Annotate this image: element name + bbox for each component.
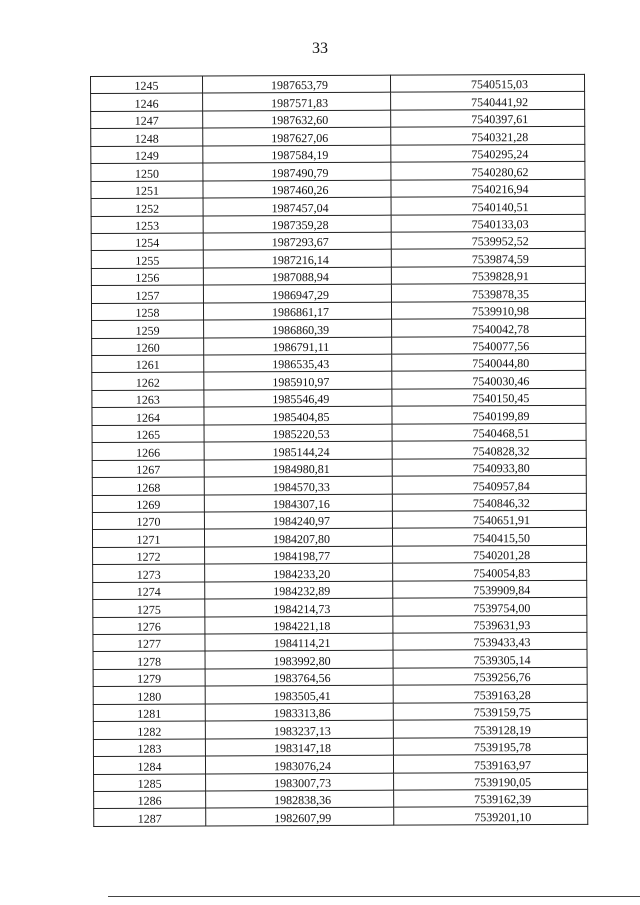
x-coordinate-cell: 1984207,80 bbox=[204, 529, 392, 547]
x-coordinate-cell: 1987293,67 bbox=[203, 232, 391, 250]
y-coordinate-cell: 7540216,94 bbox=[391, 179, 585, 197]
table-row bbox=[92, 371, 586, 391]
table-row bbox=[91, 266, 585, 286]
x-coordinate-cell: 1984214,73 bbox=[205, 598, 393, 616]
x-coordinate-cell: 1984240,97 bbox=[204, 511, 392, 529]
point-number-cell: 1262 bbox=[92, 372, 204, 390]
table-body bbox=[91, 74, 588, 826]
table-row bbox=[92, 510, 586, 530]
table-row bbox=[91, 74, 585, 94]
bottom-rule bbox=[108, 896, 640, 897]
table-row bbox=[93, 632, 587, 652]
point-number-cell: 1261 bbox=[92, 355, 204, 373]
y-coordinate-cell: 7540199,89 bbox=[392, 406, 586, 424]
y-coordinate-cell: 7540133,03 bbox=[391, 214, 585, 232]
table-row bbox=[91, 144, 585, 164]
y-coordinate-cell: 7540201,28 bbox=[393, 545, 587, 563]
y-coordinate-cell: 7540150,45 bbox=[392, 388, 586, 406]
y-coordinate-cell: 7540441,92 bbox=[391, 92, 585, 110]
x-coordinate-cell: 1986947,29 bbox=[203, 284, 391, 302]
table-row bbox=[91, 231, 585, 251]
point-number-cell: 1282 bbox=[93, 721, 205, 739]
point-number-cell: 1259 bbox=[92, 320, 204, 338]
point-number-cell: 1274 bbox=[93, 582, 205, 600]
table-row bbox=[92, 441, 586, 461]
y-coordinate-cell: 7540651,91 bbox=[392, 510, 586, 528]
x-coordinate-cell: 1986860,39 bbox=[204, 319, 392, 337]
y-coordinate-cell: 7540846,32 bbox=[392, 493, 586, 511]
y-coordinate-cell: 7539952,52 bbox=[391, 231, 585, 249]
point-number-cell: 1286 bbox=[94, 791, 206, 809]
x-coordinate-cell: 1985220,53 bbox=[204, 424, 392, 442]
point-number-cell: 1271 bbox=[92, 529, 204, 547]
x-coordinate-cell: 1984232,89 bbox=[205, 581, 393, 599]
table-row bbox=[94, 772, 588, 792]
table-row bbox=[93, 580, 587, 600]
point-number-cell: 1278 bbox=[93, 651, 205, 669]
table-row bbox=[92, 388, 586, 408]
x-coordinate-cell: 1987490,79 bbox=[203, 162, 391, 180]
y-coordinate-cell: 7539305,14 bbox=[393, 650, 587, 668]
table-row bbox=[92, 336, 586, 356]
y-coordinate-cell: 7540140,51 bbox=[391, 196, 585, 214]
y-coordinate-cell: 7539190,05 bbox=[394, 772, 588, 790]
table-row bbox=[93, 563, 587, 583]
y-coordinate-cell: 7540933,80 bbox=[392, 458, 586, 476]
point-number-cell: 1269 bbox=[92, 495, 204, 513]
x-coordinate-cell: 1983147,18 bbox=[205, 738, 393, 756]
point-number-cell: 1249 bbox=[91, 146, 203, 164]
point-number-cell: 1245 bbox=[91, 76, 203, 94]
table-row bbox=[93, 737, 587, 757]
point-number-cell: 1246 bbox=[91, 93, 203, 111]
x-coordinate-cell: 1987359,28 bbox=[203, 215, 391, 233]
x-coordinate-cell: 1987653,79 bbox=[203, 75, 391, 93]
table-row bbox=[93, 685, 587, 705]
y-coordinate-cell: 7540280,62 bbox=[391, 162, 585, 180]
x-coordinate-cell: 1984233,20 bbox=[205, 563, 393, 581]
table-row bbox=[93, 597, 587, 617]
y-coordinate-cell: 7539159,75 bbox=[393, 702, 587, 720]
x-coordinate-cell: 1984307,16 bbox=[204, 494, 392, 512]
x-coordinate-cell: 1985144,24 bbox=[204, 441, 392, 459]
point-number-cell: 1275 bbox=[93, 599, 205, 617]
y-coordinate-cell: 7540468,51 bbox=[392, 423, 586, 441]
x-coordinate-cell: 1983764,56 bbox=[205, 668, 393, 686]
table-row bbox=[92, 406, 586, 426]
point-number-cell: 1267 bbox=[92, 460, 204, 478]
point-number-cell: 1270 bbox=[92, 512, 204, 530]
table-row bbox=[92, 318, 586, 338]
x-coordinate-cell: 1984198,77 bbox=[205, 546, 393, 564]
y-coordinate-cell: 7539128,19 bbox=[393, 720, 587, 738]
point-number-cell: 1256 bbox=[91, 268, 203, 286]
y-coordinate-cell: 7539631,93 bbox=[393, 615, 587, 633]
x-coordinate-cell: 1984570,33 bbox=[204, 476, 392, 494]
x-coordinate-cell: 1984114,21 bbox=[205, 633, 393, 651]
table-row bbox=[92, 475, 586, 495]
y-coordinate-cell: 7539433,43 bbox=[393, 632, 587, 650]
x-coordinate-cell: 1983237,13 bbox=[205, 720, 393, 738]
y-coordinate-cell: 7540030,46 bbox=[392, 371, 586, 389]
point-number-cell: 1260 bbox=[92, 338, 204, 356]
y-coordinate-cell: 7539162,39 bbox=[394, 789, 588, 807]
table-row bbox=[93, 545, 587, 565]
table-row bbox=[91, 127, 585, 147]
x-coordinate-cell: 1983076,24 bbox=[205, 755, 393, 773]
point-number-cell: 1264 bbox=[92, 407, 204, 425]
x-coordinate-cell: 1984980,81 bbox=[204, 459, 392, 477]
x-coordinate-cell: 1987457,04 bbox=[203, 197, 391, 215]
y-coordinate-cell: 7540295,24 bbox=[391, 144, 585, 162]
y-coordinate-cell: 7539201,10 bbox=[394, 807, 588, 825]
y-coordinate-cell: 7540397,61 bbox=[391, 109, 585, 127]
x-coordinate-cell: 1987460,26 bbox=[203, 180, 391, 198]
y-coordinate-cell: 7539874,59 bbox=[391, 249, 585, 267]
table-row bbox=[91, 109, 585, 129]
table-row bbox=[92, 528, 586, 548]
x-coordinate-cell: 1985404,85 bbox=[204, 406, 392, 424]
table-row bbox=[93, 650, 587, 670]
table-row bbox=[91, 196, 585, 216]
x-coordinate-cell: 1986791,11 bbox=[204, 337, 392, 355]
table-row bbox=[93, 702, 587, 722]
y-coordinate-cell: 7539163,28 bbox=[393, 685, 587, 703]
x-coordinate-cell: 1986535,43 bbox=[204, 354, 392, 372]
table-row bbox=[92, 353, 586, 373]
table-row bbox=[94, 789, 588, 809]
x-coordinate-cell: 1983007,73 bbox=[206, 773, 394, 791]
table-row bbox=[92, 458, 586, 478]
y-coordinate-cell: 7540515,03 bbox=[390, 74, 584, 92]
table-row bbox=[91, 214, 585, 234]
point-number-cell: 1268 bbox=[92, 477, 204, 495]
table-row bbox=[93, 720, 587, 740]
y-coordinate-cell: 7539910,98 bbox=[391, 301, 585, 319]
point-number-cell: 1277 bbox=[93, 634, 205, 652]
point-number-cell: 1253 bbox=[91, 216, 203, 234]
point-number-cell: 1280 bbox=[93, 686, 205, 704]
y-coordinate-cell: 7540321,28 bbox=[391, 127, 585, 145]
point-number-cell: 1250 bbox=[91, 163, 203, 181]
x-coordinate-cell: 1987216,14 bbox=[203, 250, 391, 268]
table-row bbox=[91, 249, 585, 269]
x-coordinate-cell: 1983313,86 bbox=[205, 703, 393, 721]
table-row bbox=[91, 162, 585, 182]
x-coordinate-cell: 1985910,97 bbox=[204, 372, 392, 390]
point-number-cell: 1255 bbox=[91, 250, 203, 268]
point-number-cell: 1285 bbox=[94, 774, 206, 792]
x-coordinate-cell: 1983505,41 bbox=[205, 685, 393, 703]
x-coordinate-cell: 1982607,99 bbox=[206, 808, 394, 826]
table-row bbox=[91, 301, 585, 321]
table-row bbox=[93, 754, 587, 774]
point-number-cell: 1284 bbox=[93, 756, 205, 774]
point-number-cell: 1251 bbox=[91, 181, 203, 199]
table-row bbox=[92, 493, 586, 513]
y-coordinate-cell: 7540054,83 bbox=[393, 563, 587, 581]
point-number-cell: 1263 bbox=[92, 390, 204, 408]
point-number-cell: 1252 bbox=[91, 198, 203, 216]
page-number: 33 bbox=[312, 40, 328, 57]
y-coordinate-cell: 7540828,32 bbox=[392, 441, 586, 459]
x-coordinate-cell: 1986861,17 bbox=[203, 302, 391, 320]
table-row bbox=[94, 807, 588, 827]
point-number-cell: 1248 bbox=[91, 128, 203, 146]
y-coordinate-cell: 7539828,91 bbox=[391, 266, 585, 284]
y-coordinate-cell: 7539754,00 bbox=[393, 597, 587, 615]
y-coordinate-cell: 7540077,56 bbox=[392, 336, 586, 354]
y-coordinate-cell: 7540042,78 bbox=[392, 318, 586, 336]
x-coordinate-cell: 1987571,83 bbox=[203, 93, 391, 111]
point-number-cell: 1266 bbox=[92, 442, 204, 460]
x-coordinate-cell: 1983992,80 bbox=[205, 651, 393, 669]
point-number-cell: 1287 bbox=[94, 808, 206, 826]
y-coordinate-cell: 7539909,84 bbox=[393, 580, 587, 598]
x-coordinate-cell: 1987627,06 bbox=[203, 128, 391, 146]
x-coordinate-cell: 1987632,60 bbox=[203, 110, 391, 128]
point-number-cell: 1281 bbox=[93, 704, 205, 722]
point-number-cell: 1247 bbox=[91, 111, 203, 129]
table-row bbox=[92, 423, 586, 443]
table-row bbox=[93, 615, 587, 635]
y-coordinate-cell: 7540415,50 bbox=[392, 528, 586, 546]
point-number-cell: 1272 bbox=[93, 547, 205, 565]
y-coordinate-cell: 7539195,78 bbox=[393, 737, 587, 755]
x-coordinate-cell: 1987088,94 bbox=[203, 267, 391, 285]
table-row bbox=[91, 284, 585, 304]
coordinates-table bbox=[90, 74, 588, 827]
y-coordinate-cell: 7539163,97 bbox=[393, 754, 587, 772]
table-row bbox=[93, 667, 587, 687]
y-coordinate-cell: 7539256,76 bbox=[393, 667, 587, 685]
x-coordinate-cell: 1982838,36 bbox=[206, 790, 394, 808]
point-number-cell: 1254 bbox=[91, 233, 203, 251]
point-number-cell: 1276 bbox=[93, 617, 205, 635]
y-coordinate-cell: 7540044,80 bbox=[392, 353, 586, 371]
point-number-cell: 1283 bbox=[93, 739, 205, 757]
point-number-cell: 1273 bbox=[93, 564, 205, 582]
point-number-cell: 1265 bbox=[92, 425, 204, 443]
table-row bbox=[91, 92, 585, 112]
point-number-cell: 1258 bbox=[91, 303, 203, 321]
y-coordinate-cell: 7540957,84 bbox=[392, 475, 586, 493]
x-coordinate-cell: 1985546,49 bbox=[204, 389, 392, 407]
x-coordinate-cell: 1987584,19 bbox=[203, 145, 391, 163]
y-coordinate-cell: 7539878,35 bbox=[391, 284, 585, 302]
table-row bbox=[91, 179, 585, 199]
point-number-cell: 1279 bbox=[93, 669, 205, 687]
x-coordinate-cell: 1984221,18 bbox=[205, 616, 393, 634]
point-number-cell: 1257 bbox=[91, 285, 203, 303]
